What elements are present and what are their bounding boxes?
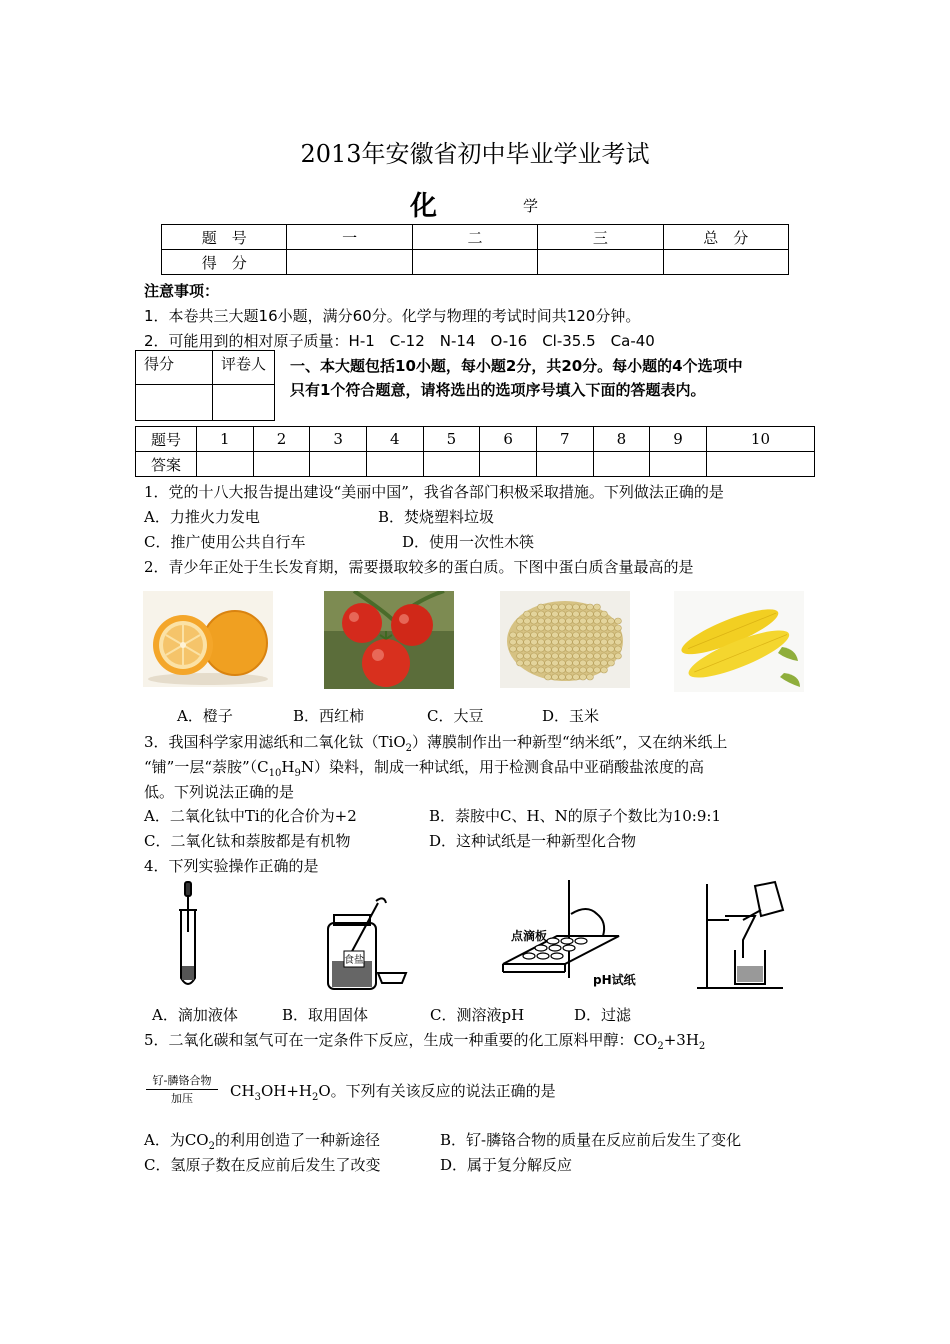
soybean-icon [608, 618, 615, 624]
soybean-icon [594, 667, 601, 673]
score-blank-cell[interactable] [287, 250, 412, 275]
soybean-icon [552, 674, 559, 680]
score-blank-cell[interactable] [412, 250, 537, 275]
soybean-icon [545, 639, 552, 645]
q5-option-d[interactable]: D．属于复分解反应 [440, 1156, 573, 1174]
soybean-icon [510, 646, 517, 652]
soybean-icon [559, 646, 566, 652]
answer-cell[interactable] [423, 452, 480, 477]
soybean-icon [573, 639, 580, 645]
soybean-icon [608, 653, 615, 659]
soybean-icon [524, 653, 531, 659]
answer-number: 3 [310, 427, 367, 452]
soybean-icon [601, 632, 608, 638]
soybean-icon [552, 639, 559, 645]
q5-option-b[interactable]: B．钌-膦铬合物的质量在反应前后发生了变化 [440, 1131, 742, 1149]
soybean-icon [545, 611, 552, 617]
soybean-icon [538, 667, 545, 673]
soybean-icon [566, 646, 573, 652]
soybean-icon [517, 653, 524, 659]
soybean-icon [552, 646, 559, 652]
soybean-icon [594, 611, 601, 617]
soybean-icon [552, 604, 559, 610]
section1-intro-1: 一、本大题包括10小题，每小题2分，共20分。每小题的4个选项中 [290, 357, 743, 375]
soybean-icon [608, 639, 615, 645]
soybean-icon [573, 632, 580, 638]
q2-option-c[interactable]: C．大豆 [427, 707, 484, 725]
answer-number: 9 [650, 427, 707, 452]
soybean-icon [580, 646, 587, 652]
answer-cell[interactable] [480, 452, 537, 477]
q2-option-b[interactable]: B．西红柿 [293, 707, 365, 725]
soybean-icon [538, 646, 545, 652]
soybean-icon [573, 618, 580, 624]
soybean-icon [580, 667, 587, 673]
soybean-icon [524, 646, 531, 652]
soybean-icon [524, 618, 531, 624]
soybean-icon [587, 618, 594, 624]
ph-test-figure [497, 878, 647, 996]
answer-number: 8 [593, 427, 650, 452]
tomato-image [324, 591, 454, 689]
soybean-icon [594, 618, 601, 624]
soybean-icon [559, 604, 566, 610]
review-reviewer-label: 评卷人 [213, 351, 275, 385]
soybean-icon [587, 660, 594, 666]
q5-stem-line-2: $CH_3OH+H_2O$。下列有关该反应的说法正确的是 [230, 1082, 556, 1103]
soybean-icon [580, 639, 587, 645]
soybean-icon [566, 611, 573, 617]
soybean-icon [538, 639, 545, 645]
q4-option-b[interactable]: B．取用固体 [282, 1006, 369, 1024]
soybean-icon [594, 660, 601, 666]
q1-option-d[interactable]: D．使用一次性木筷 [402, 533, 535, 551]
q4-option-d[interactable]: D．过滤 [574, 1006, 632, 1024]
soybean-icon [573, 660, 580, 666]
soybean-icon [601, 618, 608, 624]
soybean-icon [587, 611, 594, 617]
soybean-icon [545, 618, 552, 624]
soybean-icon [601, 639, 608, 645]
soybean-icon [531, 653, 538, 659]
soybean-icon [545, 646, 552, 652]
q4-option-a[interactable]: A．滴加液体 [152, 1006, 238, 1024]
soybean-icon [566, 674, 573, 680]
answer-number: 5 [423, 427, 480, 452]
q4-stem: 4．下列实验操作正确的是 [144, 857, 319, 875]
soybean-icon [566, 604, 573, 610]
answer-cell[interactable] [536, 452, 593, 477]
soybean-icon [517, 625, 524, 631]
soybean-icon [594, 646, 601, 652]
soybean-icon [608, 625, 615, 631]
q4-option-c[interactable]: C．测溶液pH [430, 1006, 525, 1024]
soybean-icon [580, 653, 587, 659]
score-header-cell: 二 [412, 225, 537, 250]
soybean-icon [573, 625, 580, 631]
answer-cell[interactable] [197, 452, 254, 477]
score-header-cell: 题 号 [162, 225, 287, 250]
soybean-icon [531, 667, 538, 673]
salt-label: 食盐 [344, 955, 364, 966]
subject-char-1: 化 [410, 191, 437, 222]
q1-stem: 1．党的十八大报告提出建设“美丽中国”，我省各部门积极采取措施。下列做法正确的是 [144, 483, 724, 501]
answer-table [135, 426, 815, 477]
soybean-icon [601, 667, 608, 673]
q3-stem-line-1: 3．我国科学家用滤纸和二氧化钛（TiO$_2$）薄膜制作出一种新型“纳米纸”，又在纳米纸上 [144, 733, 728, 754]
soybean-icon [531, 618, 538, 624]
soybean-icon [545, 604, 552, 610]
soybean-icon [524, 660, 531, 666]
soybean-icon [587, 639, 594, 645]
answer-a-label: 答案 [136, 452, 197, 477]
soybean-icon [587, 625, 594, 631]
q3-option-c[interactable]: C．二氧化钛和萘胺都是有机物 [144, 832, 351, 850]
soybean-icon [538, 632, 545, 638]
soybean-icon [608, 660, 615, 666]
soybean-icon [531, 632, 538, 638]
soybean-icon [615, 653, 622, 659]
q5-option-a[interactable]: A．为$CO_2$的利用创造了一种新途径 [144, 1131, 380, 1152]
soybean-icon [587, 667, 594, 673]
soybean-icon [573, 674, 580, 680]
soybean-icon [559, 625, 566, 631]
soybean-icon [573, 604, 580, 610]
soybean-icon [517, 632, 524, 638]
soybean-icon [524, 625, 531, 631]
q1-option-a[interactable]: A．力推火力发电 [144, 508, 260, 526]
soybean-icon [538, 660, 545, 666]
answer-cell[interactable] [593, 452, 650, 477]
answer-number: 1 [197, 427, 254, 452]
corn-image [674, 591, 804, 692]
soybean-icon [531, 660, 538, 666]
answer-number: 2 [253, 427, 310, 452]
soybean-icon [587, 604, 594, 610]
soybean-icon [580, 674, 587, 680]
soybean-icon [545, 667, 552, 673]
soybean-icon [559, 667, 566, 673]
subject-char-2: 学 [523, 197, 539, 215]
soybean-icon [545, 653, 552, 659]
score-header-cell: 一 [287, 225, 412, 250]
solid-jar-figure [320, 895, 410, 995]
soybean-icon [566, 660, 573, 666]
soybean-icon [580, 625, 587, 631]
ph-paper-label: pH试纸 [593, 973, 636, 987]
q1-option-b[interactable]: B．焚烧塑料垃圾 [378, 508, 495, 526]
soybean-icon [545, 632, 552, 638]
score-table [161, 224, 789, 275]
answer-number: 4 [366, 427, 423, 452]
soybean-icon [566, 653, 573, 659]
soybean-icon [538, 618, 545, 624]
answer-number: 7 [536, 427, 593, 452]
soybean-icon [594, 625, 601, 631]
soybean-icon [517, 639, 524, 645]
soybean-icon [552, 632, 559, 638]
notes-heading: 注意事项： [144, 282, 220, 300]
q2-stem: 2．青少年正处于生长发育期，需要摄取较多的蛋白质。下图中蛋白质含量最高的是 [144, 558, 694, 576]
answer-number: 6 [480, 427, 537, 452]
soybean-icon [580, 604, 587, 610]
q2-option-a[interactable]: A．橙子 [177, 707, 233, 725]
soybean-icon [531, 639, 538, 645]
soybean-icon [552, 653, 559, 659]
soybean-icon [615, 639, 622, 645]
score-header-cell: 三 [538, 225, 663, 250]
soybean-icon [538, 604, 545, 610]
soybean-icon [573, 667, 580, 673]
soybean-icon [601, 611, 608, 617]
review-score-blank[interactable] [136, 385, 213, 421]
section1-intro-2: 只有1个符合题意，请将选出的选项序号填入下面的答题表内。 [290, 381, 706, 399]
soybean-icon [531, 646, 538, 652]
soybean-icon [580, 660, 587, 666]
soybean-icon [601, 660, 608, 666]
soybean-icon [594, 653, 601, 659]
soybean-icon [510, 632, 517, 638]
soybean-icon [538, 625, 545, 631]
soybean-icon [580, 611, 587, 617]
score-blank-cell[interactable] [538, 250, 663, 275]
soybean-icon [615, 646, 622, 652]
soybean-icon [559, 660, 566, 666]
answer-q-label: 题号 [136, 427, 197, 452]
soybean-icon [615, 632, 622, 638]
soybean-icon [559, 632, 566, 638]
soybean-icon [531, 611, 538, 617]
soybean-icon [538, 611, 545, 617]
q5-option-c[interactable]: C．氢原子数在反应前后发生了改变 [144, 1156, 381, 1174]
q3-stem-line-2: “铺”一层“萘胺$”(C_{10}H_9N)$染料，制成一种试纸，用于检测食品中亚硝酸盐浓度的高 [144, 758, 704, 779]
soybean-icon [559, 639, 566, 645]
reaction-condition [146, 1072, 218, 1106]
q3-option-d[interactable]: D．这种试纸是一种新型化合物 [429, 832, 637, 850]
soybean-icon [524, 639, 531, 645]
answer-cell[interactable] [706, 452, 814, 477]
notes-line-2: 2．可能用到的相对原子质量：H-1 C-12 N-14 O-16 Cl-35.5 Ca-40 [144, 332, 655, 350]
answer-cell[interactable] [253, 452, 310, 477]
exam-title: 2013年安徽省初中毕业学业考试 [300, 140, 650, 168]
soybean-icon [580, 632, 587, 638]
soybean-icon [566, 618, 573, 624]
soybean-icon [559, 674, 566, 680]
answer-cell[interactable] [310, 452, 367, 477]
soybean-icon [566, 632, 573, 638]
score-row-label: 得 分 [162, 250, 287, 275]
soybean-icon [517, 646, 524, 652]
soybean-icon [559, 618, 566, 624]
review-box [135, 350, 275, 421]
q2-option-d[interactable]: D．玉米 [542, 707, 600, 725]
q3-stem-line-3: 低。下列说法正确的是 [144, 783, 295, 801]
soybean-icon [524, 632, 531, 638]
soybean-icon [573, 653, 580, 659]
soybean-icon [573, 646, 580, 652]
soybean-icon [587, 653, 594, 659]
plate-label: 点滴板 [511, 929, 548, 943]
soybean-icon [545, 674, 552, 680]
soybean-icon [580, 618, 587, 624]
soybean-icon [587, 632, 594, 638]
soybean-icon [559, 611, 566, 617]
review-reviewer-blank[interactable] [213, 385, 275, 421]
soybean-icon [545, 660, 552, 666]
soybean-icon [594, 639, 601, 645]
soybean-icon [615, 618, 622, 624]
review-score-label: 得分 [136, 351, 213, 385]
answer-cell[interactable] [650, 452, 707, 477]
score-blank-cell[interactable] [663, 250, 788, 275]
reaction-pressure: 加压 [171, 1092, 193, 1105]
soybean-icon [531, 625, 538, 631]
filtration-figure [695, 880, 787, 992]
dropper-test-tube-figure [170, 880, 210, 995]
soybean-icon [552, 625, 559, 631]
soybean-icon [545, 625, 552, 631]
soybean-icon [524, 611, 531, 617]
q1-option-c[interactable]: C．推广使用公共自行车 [144, 533, 306, 551]
score-header-cell: 总 分 [663, 225, 788, 250]
q3-option-b[interactable]: B．萘胺中C、H、N的原子个数比为10:9:1 [429, 807, 721, 825]
soybean-icon [510, 639, 517, 645]
notes-line-1: 1．本卷共三大题16小题，满分60分。化学与物理的考试时间共120分钟。 [144, 307, 641, 325]
soybean-icon [601, 653, 608, 659]
answer-cell[interactable] [366, 452, 423, 477]
soybean-icon [587, 646, 594, 652]
reaction-catalyst: 钌-膦铬合物 [146, 1072, 218, 1090]
soybean-icon [594, 604, 601, 610]
soybean-icon [552, 667, 559, 673]
soybean-icon [587, 674, 594, 680]
soybean-icon [552, 660, 559, 666]
soybean-icon [566, 639, 573, 645]
soybean-icon [573, 611, 580, 617]
soybean-icon [559, 653, 566, 659]
soybean-icon [552, 611, 559, 617]
soybean-icon [601, 625, 608, 631]
soybean-icon [594, 632, 601, 638]
soybean-icon [552, 618, 559, 624]
soybean-icon [608, 646, 615, 652]
soybean-icon [517, 618, 524, 624]
soybean-image [500, 591, 630, 688]
soybean-icon [538, 653, 545, 659]
answer-number: 10 [706, 427, 814, 452]
soybean-icon [566, 667, 573, 673]
orange-image [143, 591, 273, 687]
soybean-icon [566, 625, 573, 631]
q5-stem-line-1: 5．二氧化碳和氢气可在一定条件下反应，生成一种重要的化工原料甲醇：$CO_2+3H_2$ [144, 1031, 706, 1052]
soybean-icon [601, 646, 608, 652]
soybean-icon [517, 660, 524, 666]
soybean-icon [615, 625, 622, 631]
q3-option-a[interactable]: A．二氧化钛中Ti的化合价为+2 [144, 807, 357, 825]
soybean-icon [608, 632, 615, 638]
